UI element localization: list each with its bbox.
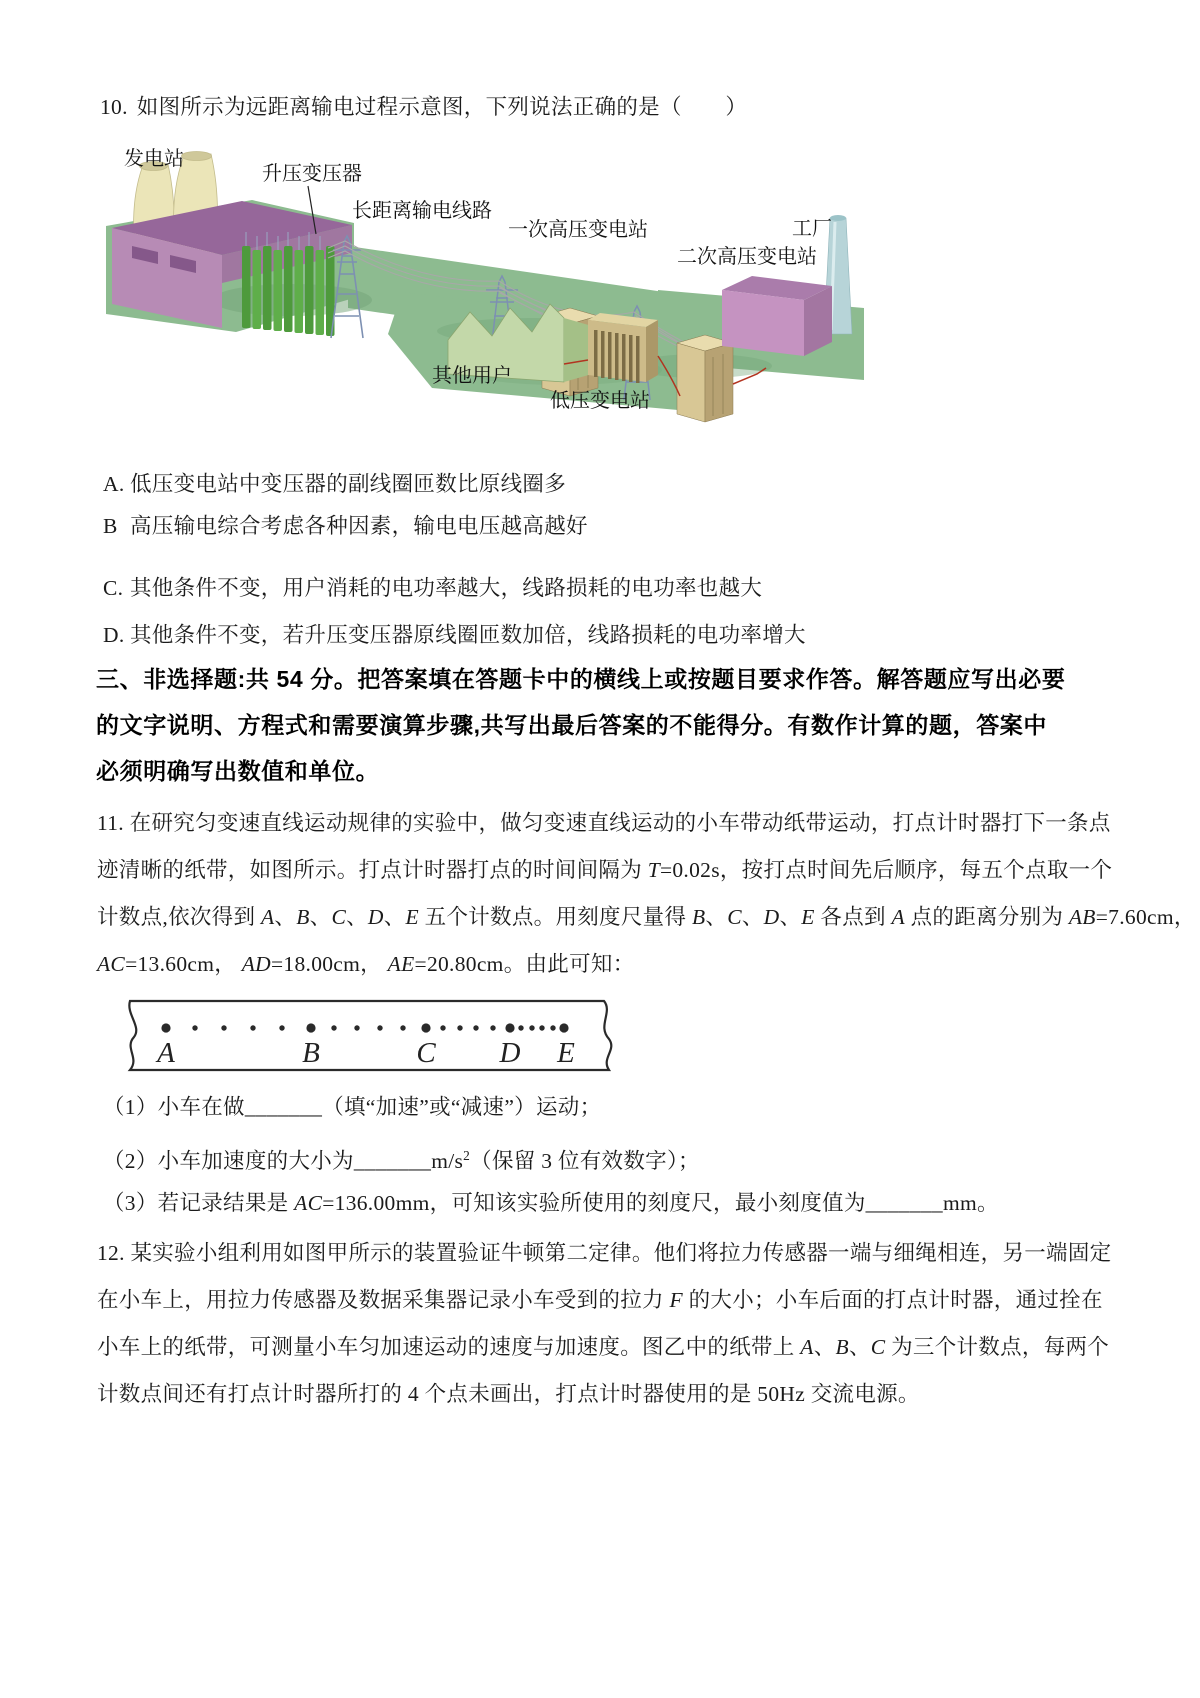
- label-other-users: 其他用户: [432, 365, 512, 387]
- q10-transmission-diagram: [102, 138, 867, 423]
- tape-label-c: C: [416, 1037, 436, 1069]
- q11-line3: 计数点,依次得到 A、B、C、D、E 五个计数点。用刻度尺量得 B、C、D、E 各点到 A 点的距离分别为 AB=7.60cm，: [97, 905, 1196, 929]
- option-b-label: B: [103, 514, 118, 538]
- q12-line2: 在小车上，用拉力传感器及数据采集器记录小车受到的拉力 F 的大小；小车后面的打点计时器，通过拴在: [97, 1288, 1103, 1312]
- q12-line3: 小车上的纸带，可测量小车匀加速运动的速度与加速度。图乙中的纸带上 A、B、C 为三个计数点，每两个: [97, 1335, 1110, 1359]
- section3-header-line2: 的文字说明、方程式和需要演算步骤,共写出最后答案的不能得分。有数作计算的题，答案中: [96, 712, 1047, 738]
- q10-option-a: [103, 471, 566, 498]
- label-lv-substation: 低压变电站: [550, 390, 650, 412]
- q11-paper-tape-diagram: [104, 996, 624, 1076]
- label-power-station: 发电站: [124, 148, 184, 170]
- q11-sub2: （2）小车加速度的大小为$\_\_\_\_\_\_\_m/s^2$（保留 3 位有效数字）；: [103, 1148, 700, 1174]
- label-primary-hv-substation: 一次高压变电站: [508, 219, 648, 241]
- q10-option-c: [103, 575, 762, 602]
- q11-line1: 11. 在研究匀变速直线运动规律的实验中，做匀变速直线运动的小车带动纸带运动，打点计时器打下一条点: [97, 811, 1111, 835]
- lv-transformer-unit: [588, 313, 658, 383]
- label-step-up-transformer: 升压变压器: [262, 163, 362, 185]
- q10-stem-text: 如图所示为远距离输电过程示意图，下列说法正确的是（ ）: [136, 95, 748, 119]
- section3-header-line3: 必须明确写出数值和单位。: [96, 758, 380, 784]
- factory-building: [722, 276, 832, 356]
- option-d-text: 其他条件不变，若升压变压器原线圈匝数加倍，线路损耗的电功率增大: [130, 623, 806, 647]
- option-a-text: 低压变电站中变压器的副线圈匝数比原线圈多: [130, 472, 567, 496]
- q11-sub1: （1）小车在做_______（填“加速”或“减速”）运动；: [103, 1095, 602, 1119]
- option-a-label: A.: [103, 472, 125, 496]
- q11-line2: 迹清晰的纸带，如图所示。打点计时器打点的时间间隔为 T=0.02s，按打点时间先后顺序，每五个点取一个: [97, 858, 1113, 882]
- q10-number: 10.: [100, 95, 128, 119]
- q10-option-b: [103, 513, 588, 540]
- tape-label-a: A: [157, 1037, 175, 1069]
- q11-sub3: （3）若记录结果是 AC=136.00mm，可知该实验所使用的刻度尺，最小刻度值为_______mm。: [103, 1191, 999, 1215]
- q12-line4: 计数点间还有打点计时器所打的 4 个点未画出，打点计时器使用的是 50Hz 交流电源。: [97, 1382, 920, 1406]
- label-factory: 工厂: [792, 218, 832, 240]
- tape-outline: [129, 1001, 611, 1070]
- option-c-text: 其他条件不变，用户消耗的电功率越大，线路损耗的电功率也越大: [130, 576, 763, 600]
- option-d-label: D.: [103, 623, 125, 647]
- secondary-substation-building: [677, 335, 733, 422]
- label-secondary-hv-substation: 二次高压变电站: [677, 246, 817, 268]
- q11-line4: AC=13.60cm， AD=18.00cm， AE=20.80cm。由此可知：: [97, 952, 635, 976]
- q10-stem: [100, 94, 747, 121]
- tape-label-e: E: [557, 1037, 575, 1069]
- q12-line1: 12. 某实验小组利用如图甲所示的装置验证牛顿第二定律。他们将拉力传感器一端与细绳相连，另一端固定: [97, 1241, 1112, 1265]
- option-c-label: C.: [103, 576, 124, 600]
- label-long-distance-line: 长距离输电线路: [352, 200, 492, 222]
- section3-header-line1: 三、非选择题:共 54 分。把答案填在答题卡中的横线上或按题目要求作答。解答题应写出必要: [96, 666, 1066, 692]
- tape-label-b: B: [302, 1037, 320, 1069]
- q10-option-d: [103, 622, 806, 649]
- option-b-text: 高压输电综合考虑各种因素，输电电压越高越好: [130, 514, 588, 538]
- tape-label-d: D: [499, 1037, 521, 1069]
